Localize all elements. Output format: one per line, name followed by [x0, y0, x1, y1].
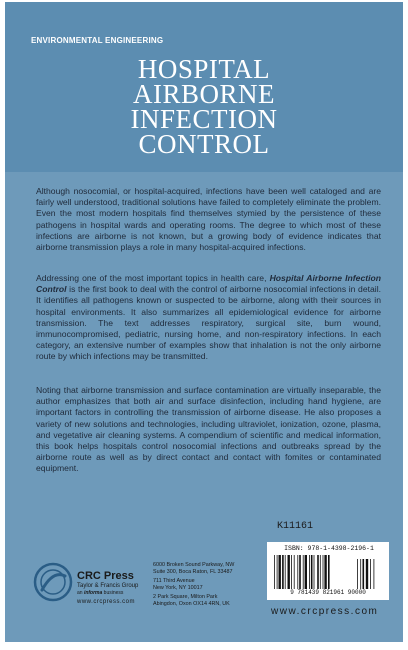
business-prefix: an [77, 590, 84, 596]
title-line: HOSPITAL [137, 54, 271, 84]
back-cover [5, 2, 403, 642]
business-suffix: business [102, 590, 124, 596]
address-line: Abingdon, Oxon OX14 4RN, UK [153, 600, 230, 607]
title-line: CONTROL [138, 129, 270, 159]
p2-intro: Addressing one of the most important topics in health care, [36, 273, 270, 283]
description-paragraph-2 [36, 273, 381, 363]
isbn-label: ISBN: 978-1-4398-2196-1 [284, 545, 374, 552]
isbn-barcode-box [267, 542, 389, 600]
description-paragraph-1: Although nosocomial, or hospital-acquired, infections have been well cataloged and are fairly well understood, traditional solutions have failed to completely eliminate the problem. Even the most modern hospitals find themselves stymied by the persistence of these pathogens in hospital wards and operating rooms. The degree to which most of these infections are airborne is not known, but a growing body of evidence indicates that airborne transmission plays a role in many hospital-acquired infections. [36, 186, 381, 253]
address-line: 711 Third Avenue [153, 578, 195, 585]
description-paragraph-3: Noting that airborne transmission and surface contamination are virtually inseparable, the author emphasizes that both air and surface disinfection, including hand hygiene, are important factors in controlling the transmission of airborne disease. He also proposes a variety of new solutions and technologies, including ultraviolet, ionization, ozone, plasma, and vegetative air cleaning systems. A compendium of scientific and medical information, this book helps hospitals control nosocomial infections and outbreaks spread by the airborne route as well as by direct contact and contact with fomites or contaminated equipment. [36, 385, 381, 474]
publisher-addresses [153, 562, 253, 608]
product-code: K11161 [277, 521, 314, 532]
title-line: INFECTION [130, 104, 278, 134]
address-line: 2 Park Square, Milton Park [153, 594, 218, 601]
book-title [5, 54, 403, 159]
title-line: AIRBORNE [132, 79, 275, 109]
crc-press-logo-icon [33, 562, 73, 602]
address-line: New York, NY 10017 [153, 584, 203, 591]
address-line: Suite 300, Boca Raton, FL 33487 [153, 568, 233, 575]
series-label: ENVIRONMENTAL ENGINEERING [31, 36, 164, 45]
barcode-number: 9 781439 821961 90000 [290, 589, 366, 596]
publisher-block [77, 570, 138, 605]
publisher-name: CRC Press [77, 570, 134, 582]
p2-body: is the first book to deal with the control of airborne nosocomial infections in detail. It identifies all pathogens known or suspected to be airborne, along with their sources in hospital environments. It also summarizes all epidemiological evidence for airborne transmission. The text addresses respiratory, surgical site, burn wound, immunocompromised, pediatric, nursing home, and non-respiratory infections. In each category, an extensive number of examples show that inhalation is not the only airborne route by which infections may be transmitted. [36, 284, 381, 362]
address-line: 6000 Broken Sound Parkway, NW [153, 562, 235, 568]
publisher-website: www.crcpress.com [77, 599, 136, 605]
p2-book-title: Hospital Airborne Infection Control [36, 273, 381, 295]
publisher-business [77, 590, 138, 596]
barcode [273, 555, 383, 589]
business-brand: informa [83, 590, 103, 596]
publisher-group: Taylor & Francis Group [77, 583, 139, 589]
website: www.crcpress.com [271, 606, 379, 617]
